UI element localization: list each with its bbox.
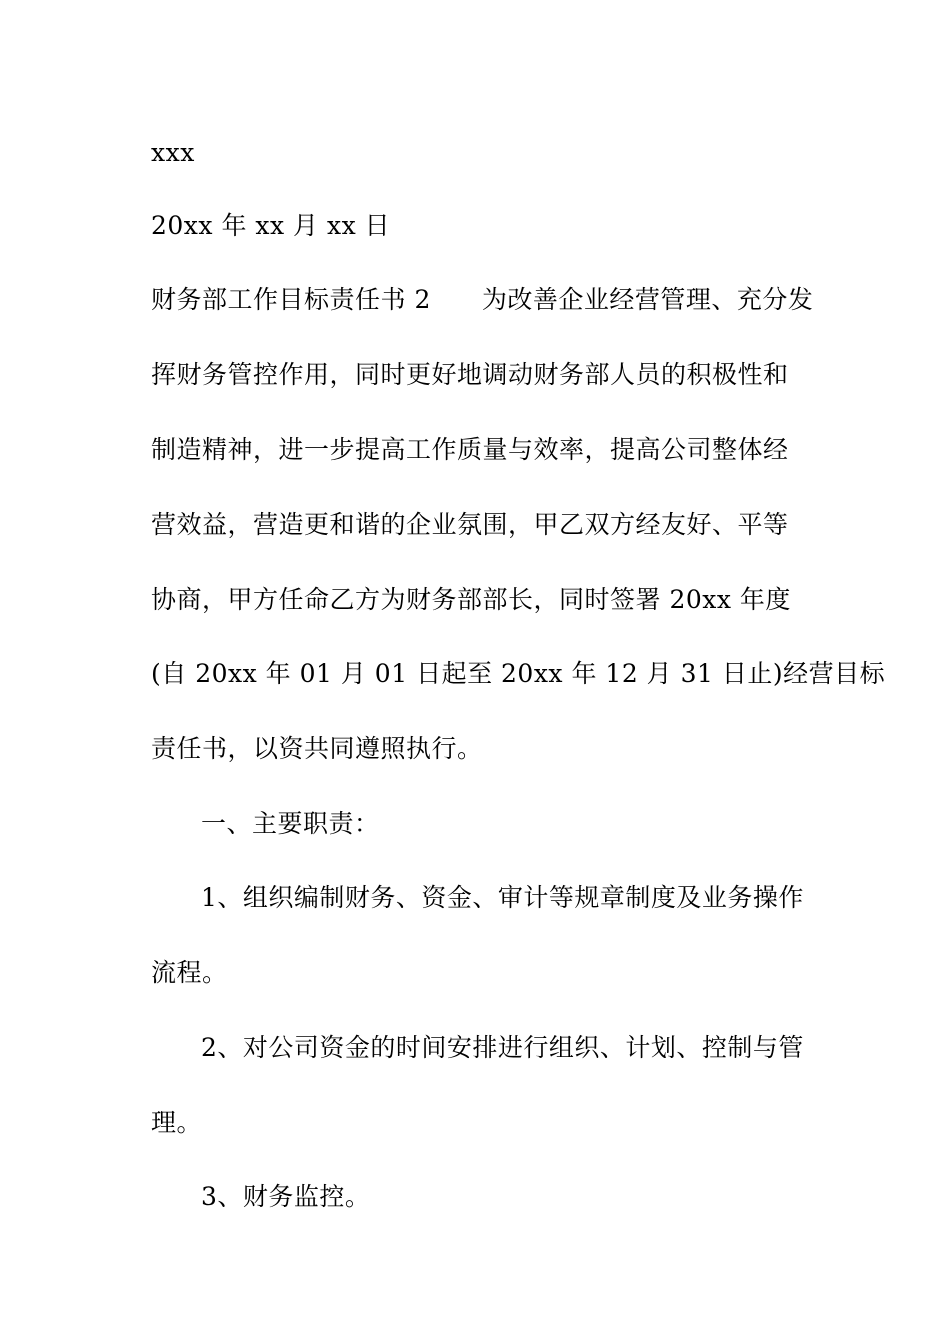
paragraph-line: 责任书，以资共同遵照执行。 <box>151 734 483 763</box>
list-item-line: 流程。 <box>151 958 228 987</box>
list-item-line: 3、财务监控。 <box>201 1182 371 1211</box>
paragraph-line: (自 20xx 年 01 月 01 日起至 20xx 年 12 月 31 日止)经营目标 <box>151 659 886 688</box>
list-item-line: 1、组织编制财务、资金、审计等规章制度及业务操作 <box>201 883 804 912</box>
paragraph-line: 财务部工作目标责任书 2 为改善企业经营管理、充分发 <box>151 285 814 314</box>
signature-date: 20xx 年 xx 月 xx 日 <box>151 211 391 240</box>
paragraph-line: 营效益，营造更和谐的企业氛围，甲乙双方经友好、平等 <box>151 510 789 539</box>
signatory-name: xxx <box>151 138 195 167</box>
list-item-line: 2、对公司资金的时间安排进行组织、计划、控制与管 <box>201 1033 804 1062</box>
list-item-line: 理。 <box>151 1108 203 1137</box>
section-heading: 一、主要职责： <box>201 809 380 838</box>
paragraph-line: 协商，甲方任命乙方为财务部部长，同时签署 20xx 年度 <box>151 585 791 614</box>
paragraph-line: 挥财务管控作用，同时更好地调动财务部人员的积极性和 <box>151 360 789 389</box>
paragraph-line: 制造精神，进一步提高工作质量与效率，提高公司整体经 <box>151 435 789 464</box>
